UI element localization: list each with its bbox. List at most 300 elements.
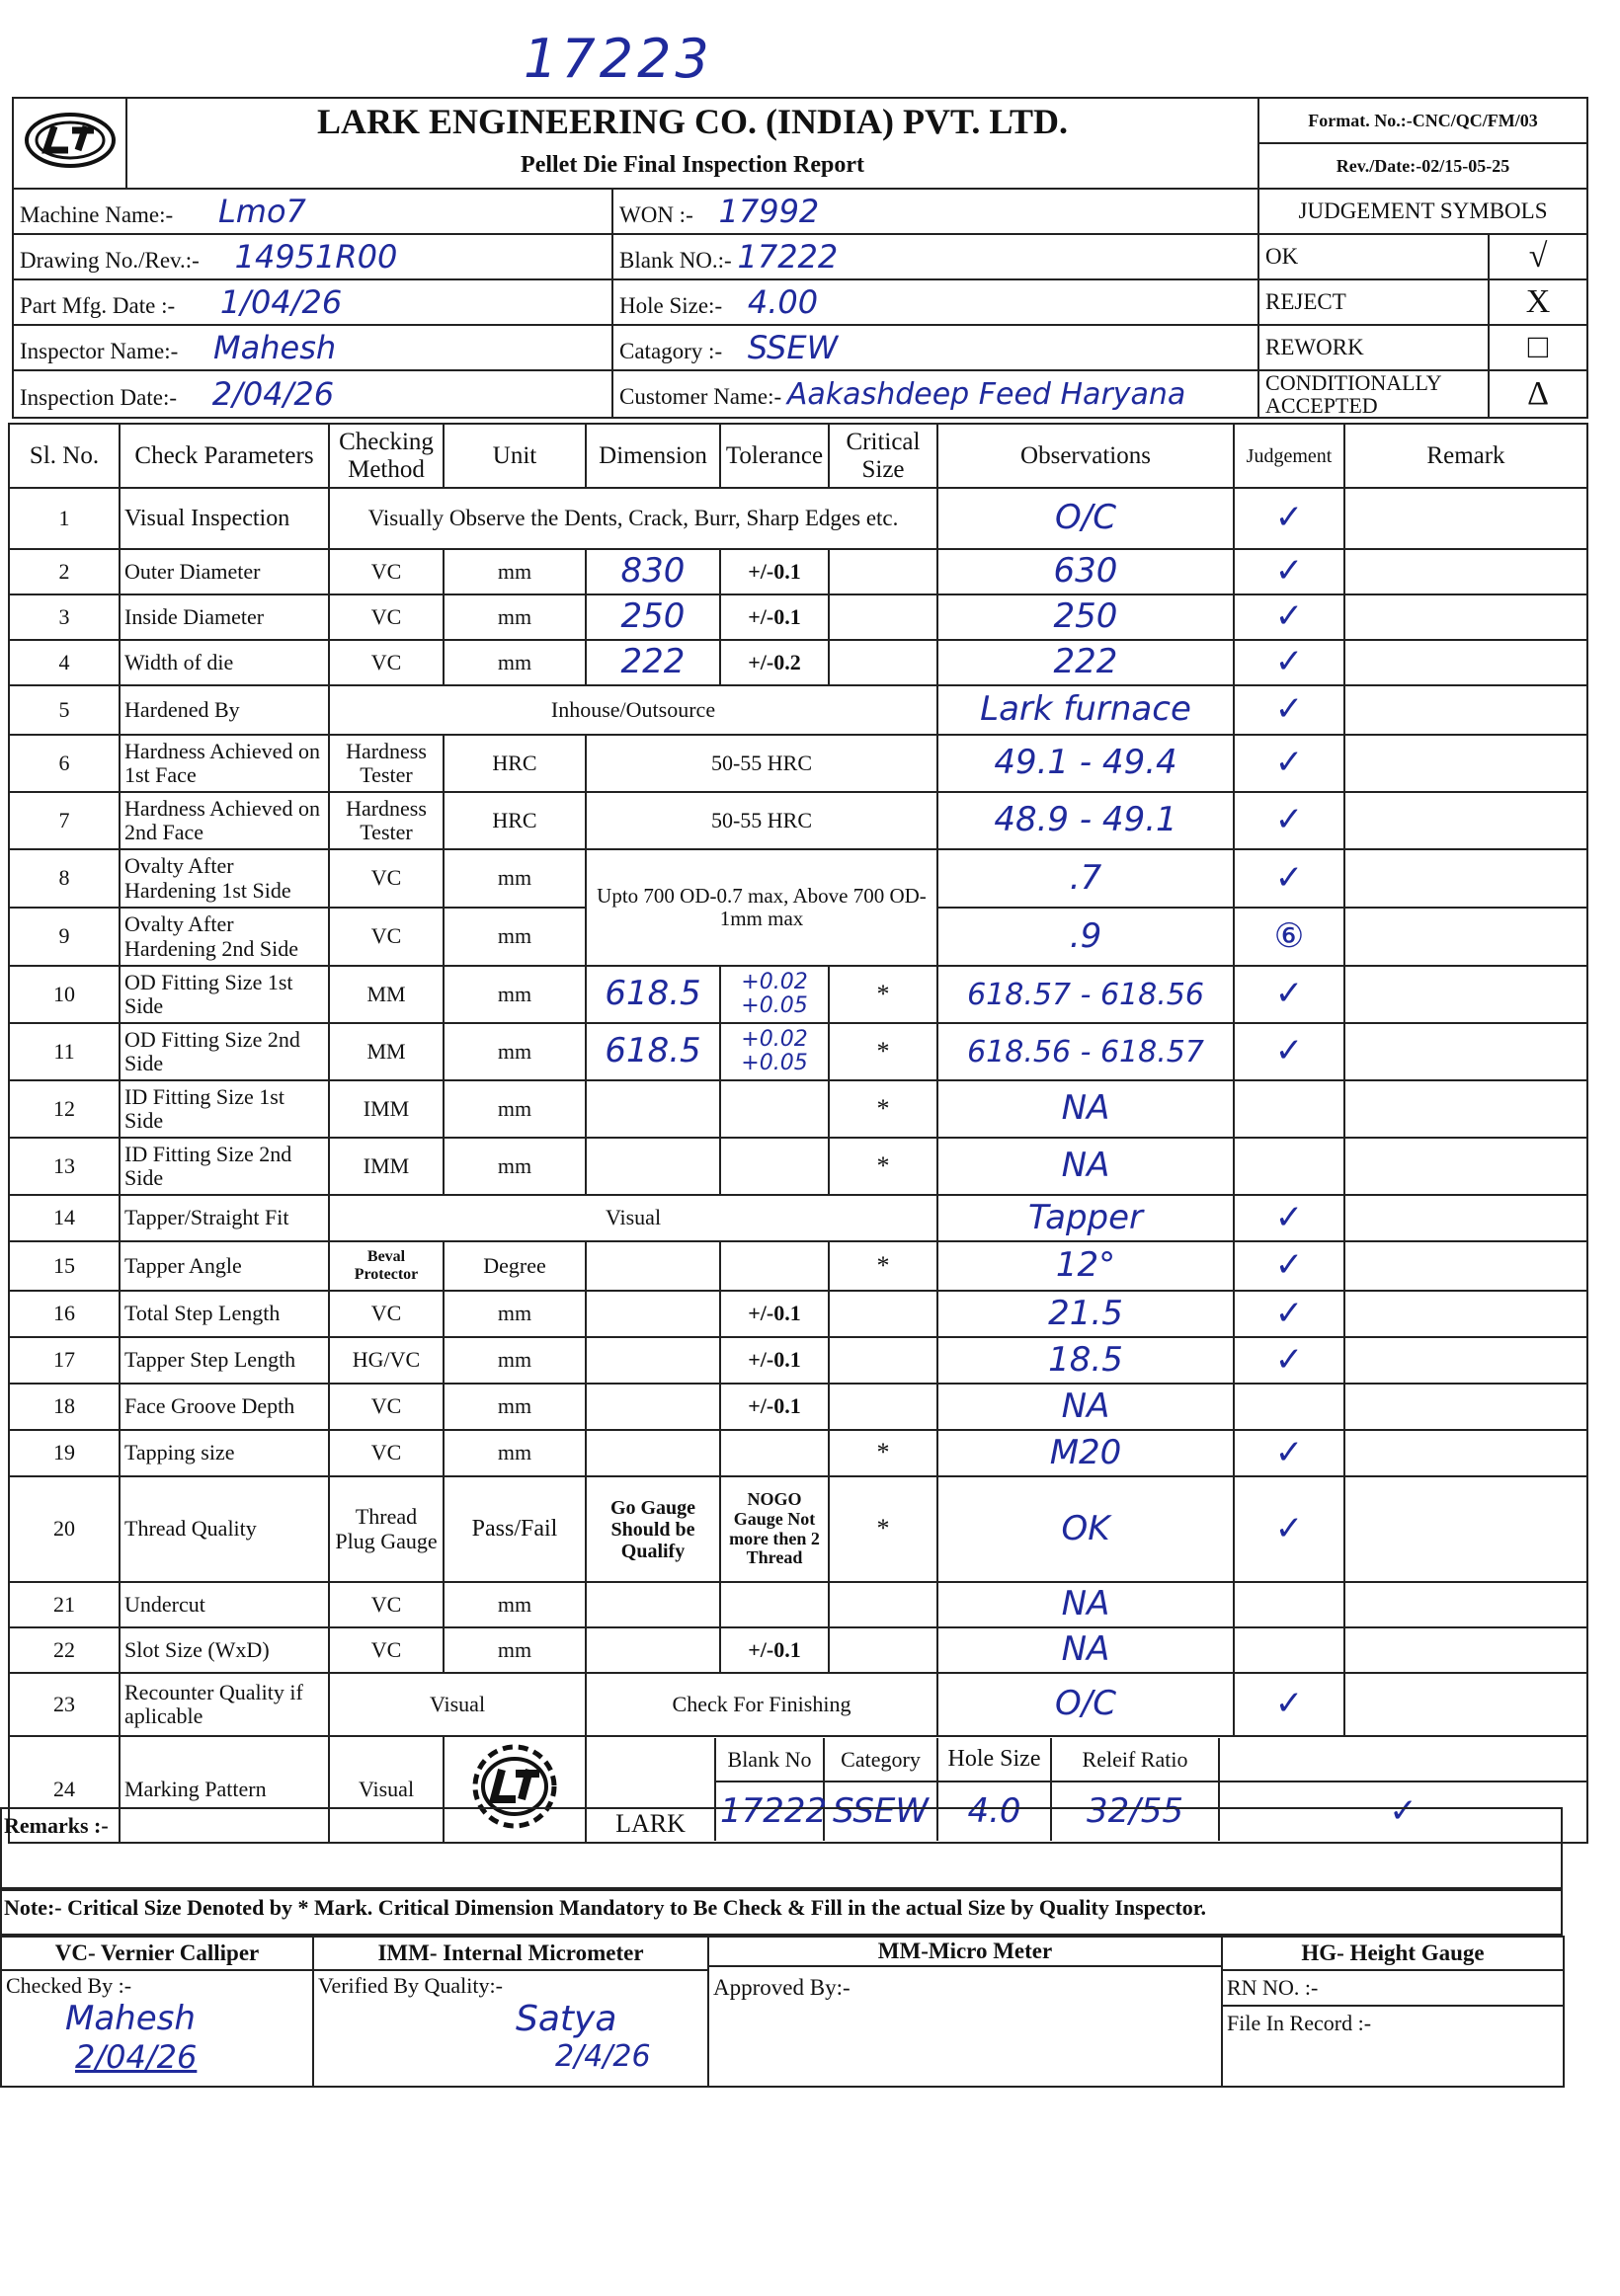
ok-symbol-icon: √ [1489, 234, 1587, 279]
critical-cell: * [829, 1241, 937, 1291]
remark-cell [1344, 1582, 1587, 1627]
unit-cell: mm [444, 966, 586, 1023]
part-mfg-label: Part Mfg. Date :- [20, 293, 176, 318]
remark-cell [1344, 685, 1587, 735]
param-cell: OD Fitting Size 2nd Side [120, 1023, 329, 1080]
dimension-cell: Upto 700 OD-0.7 max, Above 700 OD-1mm max [586, 849, 937, 966]
col-remark: Remark [1344, 424, 1587, 488]
dimension-cell: 50-55 HRC [586, 792, 937, 849]
legend-imm: IMM- Internal Micrometer [313, 1937, 708, 1970]
symbol-label-conditional: CONDITIONALLY ACCEPTED [1258, 370, 1489, 418]
param-cell: Slot Size (WxD) [120, 1627, 329, 1673]
category-field [612, 325, 1258, 370]
judgement-cell: ✓ [1234, 549, 1344, 594]
remark-cell [1344, 1080, 1587, 1138]
judgement-cell: ✓ [1234, 1430, 1344, 1476]
table-row [9, 1582, 1587, 1627]
dimension-cell [586, 1138, 720, 1195]
checked-by-block [1, 1970, 313, 2087]
dimension-cell: 250 [586, 594, 720, 640]
sl-cell: 14 [9, 1195, 120, 1241]
method-cell: VC [329, 1384, 444, 1430]
inspector-field [13, 325, 612, 370]
lark-text: LARK [587, 1738, 715, 1841]
judgement-cell [1234, 1582, 1344, 1627]
approved-label: Approved By:- [713, 1975, 850, 2000]
checked-date: 2/04/26 [75, 2038, 198, 2076]
remark-cell [1344, 1337, 1587, 1384]
critical-cell [829, 1291, 937, 1337]
table-row [9, 1291, 1587, 1337]
table-row [9, 849, 1587, 908]
observation-cell: 18.5 [937, 1337, 1234, 1384]
method-cell: IMM [329, 1080, 444, 1138]
rework-symbol-icon: □ [1489, 325, 1587, 370]
dimension-cell: 50-55 HRC [586, 735, 937, 792]
observation-cell: M20 [937, 1430, 1234, 1476]
critical-cell: * [829, 1430, 937, 1476]
judgement-cell: ✓ [1234, 1195, 1344, 1241]
sl-cell: 12 [9, 1080, 120, 1138]
table-row [9, 966, 1587, 1023]
method-cell: Beval Protector [329, 1241, 444, 1291]
sl-cell: 23 [9, 1673, 120, 1736]
verified-label: Verified By Quality:- [318, 1973, 503, 1998]
inspection-date-label: Inspection Date:- [20, 385, 178, 411]
won-value: 17992 [718, 193, 820, 230]
hole-label: Hole Size:- [619, 293, 723, 318]
critical-cell [829, 1627, 937, 1673]
method-cell: Visual [329, 1673, 586, 1736]
col-param: Check Parameters [120, 424, 329, 488]
param-cell: Hardened By [120, 685, 329, 735]
critical-cell [829, 549, 937, 594]
col-method: Checking Method [329, 424, 444, 488]
param-cell: Hardness Achieved on 2nd Face [120, 792, 329, 849]
sl-cell: 19 [9, 1430, 120, 1476]
judgement-cell [1234, 1138, 1344, 1195]
relief-ratio-value: 32/55 [1051, 1781, 1219, 1841]
observation-cell: 21.5 [937, 1291, 1234, 1337]
table-row [9, 1673, 1587, 1736]
blank-no-value: 17222 [715, 1781, 824, 1841]
param-cell: Marking Pattern [120, 1736, 329, 1843]
remark-cell [1344, 1430, 1587, 1476]
param-cell: Ovalty After Hardening 2nd Side [120, 908, 329, 966]
sl-cell: 1 [9, 488, 120, 549]
marking-judgement: ✓ [1219, 1781, 1586, 1841]
remark-cell [1344, 1384, 1587, 1430]
dimension-cell [586, 1337, 720, 1384]
relief-ratio-header: Releif Ratio [1051, 1738, 1219, 1781]
table-row [9, 1476, 1587, 1582]
won-label: WON :- [619, 202, 693, 227]
observation-cell: .7 [937, 849, 1234, 908]
remark-cell [1344, 849, 1587, 908]
unit-cell: mm [444, 849, 586, 908]
critical-cell [829, 1337, 937, 1384]
tolerance-cell [720, 1138, 829, 1195]
sl-cell: 3 [9, 594, 120, 640]
judgement-cell: ⑥ [1234, 908, 1344, 966]
verified-by-block [313, 1970, 708, 2087]
table-row [9, 488, 1587, 549]
dimension-cell [586, 1291, 720, 1337]
tolerance-cell: +0.02 +0.05 [720, 1023, 829, 1080]
tolerance-cell [720, 1241, 829, 1291]
critical-cell [829, 1582, 937, 1627]
hole-size-value: 4.0 [937, 1781, 1051, 1841]
remark-cell [1344, 640, 1587, 685]
customer-label: Customer Name:- [619, 383, 782, 409]
observation-cell: O/C [937, 1673, 1234, 1736]
sl-cell: 18 [9, 1384, 120, 1430]
critical-note: Note:- Critical Size Denoted by * Mark. Critical Dimension Mandatory to Be Check & Fill in the actual Size by Quality Inspector. [0, 1889, 1563, 1936]
remark-cell [1344, 488, 1587, 549]
remark-cell [1344, 1195, 1587, 1241]
machine-name-label: Machine Name:- [20, 202, 174, 227]
method-cell: Thread Plug Gauge [329, 1476, 444, 1582]
sl-cell: 21 [9, 1582, 120, 1627]
tolerance-cell: +/-0.1 [720, 1384, 829, 1430]
dimension-cell [586, 1384, 720, 1430]
critical-cell: * [829, 1476, 937, 1582]
legend-vc: VC- Vernier Calliper [1, 1937, 313, 1970]
col-unit: Unit [444, 424, 586, 488]
sl-cell: 10 [9, 966, 120, 1023]
unit-cell: mm [444, 640, 586, 685]
method-cell: Inhouse/Outsource [329, 685, 937, 735]
part-mfg-field [13, 279, 612, 325]
blank-no-header: Blank No [715, 1738, 824, 1781]
param-cell: Inside Diameter [120, 594, 329, 640]
lark-logo-icon [21, 111, 120, 170]
checked-label: Checked By :- [6, 1973, 132, 1998]
remark-cell [1344, 1241, 1587, 1291]
category-value: SSEW [747, 329, 839, 366]
method-cell: VC [329, 1627, 444, 1673]
tolerance-cell: +/-0.2 [720, 640, 829, 685]
signature-footer [0, 1936, 1565, 2088]
observation-cell: 618.57 - 618.56 [937, 966, 1234, 1023]
remark-cell [1344, 1138, 1587, 1195]
category-header: Category [824, 1738, 937, 1781]
sl-cell: 15 [9, 1241, 120, 1291]
method-cell: Visually Observe the Dents, Crack, Burr, Sharp Edges etc. [329, 488, 937, 549]
tolerance-cell [720, 1080, 829, 1138]
sl-cell: 11 [9, 1023, 120, 1080]
method-cell: Visual [329, 1736, 444, 1843]
observation-cell: 618.56 - 618.57 [937, 1023, 1234, 1080]
sl-cell: 22 [9, 1627, 120, 1673]
judgement-cell: ✓ [1234, 1241, 1344, 1291]
param-cell: Total Step Length [120, 1291, 329, 1337]
verified-date: 2/4/26 [555, 2039, 651, 2074]
col-judgement: Judgement [1234, 424, 1344, 488]
judgement-cell: ✓ [1234, 1476, 1344, 1582]
won-field [612, 189, 1258, 234]
legend-hg: HG- Height Gauge [1222, 1937, 1564, 1970]
observation-cell: NA [937, 1582, 1234, 1627]
inspection-date-field [13, 370, 612, 418]
unit-cell: mm [444, 1384, 586, 1430]
rev-date: Rev./Date:-02/15-05-25 [1258, 143, 1587, 189]
judgement-cell: ✓ [1234, 488, 1344, 549]
method-cell: Hardness Tester [329, 792, 444, 849]
inspection-table [8, 423, 1588, 1844]
dimension-cell [586, 1582, 720, 1627]
format-number: Format. No.:-CNC/QC/FM/03 [1258, 98, 1587, 143]
observation-cell: 222 [937, 640, 1234, 685]
param-cell: Face Groove Depth [120, 1384, 329, 1430]
param-cell: Visual Inspection [120, 488, 329, 549]
remarks-section [0, 1807, 1563, 1889]
table-row [9, 640, 1587, 685]
remark-cell [1344, 966, 1587, 1023]
table-header-row [9, 424, 1587, 488]
observation-cell: 48.9 - 49.1 [937, 792, 1234, 849]
param-cell: Tapper/Straight Fit [120, 1195, 329, 1241]
dimension-cell: Go Gauge Should be Qualify [586, 1476, 720, 1582]
col-tolerance: Tolerance [720, 424, 829, 488]
sl-cell: 9 [9, 908, 120, 966]
marking-spacer [1219, 1738, 1586, 1781]
table-row [9, 1430, 1587, 1476]
unit-cell: mm [444, 1582, 586, 1627]
dimension-cell: 618.5 [586, 1023, 720, 1080]
critical-cell: * [829, 966, 937, 1023]
judgement-cell: ✓ [1234, 685, 1344, 735]
observation-cell: Tapper [937, 1195, 1234, 1241]
legend-mm: MM-Micro Meter [709, 1938, 1221, 1967]
record-block [1222, 1970, 1564, 2087]
table-row [9, 685, 1587, 735]
method-cell: MM [329, 1023, 444, 1080]
hole-field [612, 279, 1258, 325]
unit-cell: HRC [444, 735, 586, 792]
company-logo [13, 98, 126, 189]
report-title: Pellet Die Final Inspection Report [126, 143, 1258, 189]
critical-cell: * [829, 1138, 937, 1195]
unit-cell: Degree [444, 1241, 586, 1291]
unit-cell: mm [444, 1023, 586, 1080]
remark-cell [1344, 1291, 1587, 1337]
unit-cell: mm [444, 1337, 586, 1384]
judgement-cell [1234, 1080, 1344, 1138]
judgement-cell: ✓ [1234, 966, 1344, 1023]
sl-cell: 17 [9, 1337, 120, 1384]
unit-cell: mm [444, 1080, 586, 1138]
sl-cell: 24 [9, 1736, 120, 1843]
param-cell: Tapper Step Length [120, 1337, 329, 1384]
judgement-symbols-title: JUDGEMENT SYMBOLS [1258, 189, 1587, 234]
remark-cell [1344, 594, 1587, 640]
judgement-cell: ✓ [1234, 594, 1344, 640]
document-number: 17223 [524, 28, 713, 90]
approved-block [708, 1937, 1222, 2087]
judgement-cell: ✓ [1234, 1023, 1344, 1080]
param-cell: Ovalty After Hardening 1st Side [120, 849, 329, 908]
method-cell: VC [329, 849, 444, 908]
tolerance-cell [720, 1582, 829, 1627]
tolerance-cell: +/-0.1 [720, 1627, 829, 1673]
observation-cell: Lark furnace [937, 685, 1234, 735]
table-row [9, 549, 1587, 594]
method-cell: IMM [329, 1138, 444, 1195]
blank-value: 17222 [737, 238, 839, 276]
param-cell: OD Fitting Size 1st Side [120, 966, 329, 1023]
critical-cell [829, 640, 937, 685]
method-cell: VC [329, 594, 444, 640]
observation-cell: 12° [937, 1241, 1234, 1291]
inspector-label: Inspector Name:- [20, 339, 179, 363]
remark-cell [1344, 549, 1587, 594]
judgement-cell: ✓ [1234, 1291, 1344, 1337]
sl-cell: 8 [9, 849, 120, 908]
blank-field [612, 234, 1258, 279]
method-cell: VC [329, 1582, 444, 1627]
sl-cell: 6 [9, 735, 120, 792]
param-cell: Outer Diameter [120, 549, 329, 594]
drawing-field [13, 234, 612, 279]
sl-cell: 7 [9, 792, 120, 849]
tolerance-cell: +/-0.1 [720, 1291, 829, 1337]
param-cell: ID Fitting Size 1st Side [120, 1080, 329, 1138]
tolerance-cell: +/-0.1 [720, 594, 829, 640]
param-cell: Hardness Achieved on 1st Face [120, 735, 329, 792]
param-cell: Tapping size [120, 1430, 329, 1476]
tolerance-cell: +/-0.1 [720, 549, 829, 594]
sl-cell: 20 [9, 1476, 120, 1582]
file-record-label: File In Record :- [1227, 2011, 1372, 2035]
method-cell: MM [329, 966, 444, 1023]
remark-cell [1344, 792, 1587, 849]
remark-cell [1344, 1673, 1587, 1736]
remarks-label: Remarks :- [4, 1813, 109, 1838]
symbol-label-reject: REJECT [1258, 279, 1489, 325]
observation-cell: NA [937, 1627, 1234, 1673]
table-row [9, 1241, 1587, 1291]
sl-cell: 2 [9, 549, 120, 594]
symbol-label-rework: REWORK [1258, 325, 1489, 370]
judgement-cell [1234, 1384, 1344, 1430]
remark-cell [1344, 1627, 1587, 1673]
customer-value: Aakashdeep Feed Haryana [786, 376, 1186, 412]
tolerance-cell: +0.02 +0.05 [720, 966, 829, 1023]
dimension-cell [586, 1241, 720, 1291]
critical-cell [829, 1384, 937, 1430]
method-cell: HG/VC [329, 1337, 444, 1384]
dimension-cell [586, 1627, 720, 1673]
checked-signature: Mahesh [65, 1999, 196, 2038]
category-label: Catagory :- [619, 339, 723, 363]
observation-cell: .9 [937, 908, 1234, 966]
param-cell: Recounter Quality if aplicable [120, 1673, 329, 1736]
rn-label: RN NO. :- [1223, 1971, 1563, 2007]
company-name: LARK ENGINEERING CO. (INDIA) PVT. LTD. [126, 98, 1258, 143]
dimension-cell: 618.5 [586, 966, 720, 1023]
table-row [9, 735, 1587, 792]
unit-cell: HRC [444, 792, 586, 849]
sl-cell: 4 [9, 640, 120, 685]
hole-value: 4.00 [747, 283, 819, 321]
critical-cell: * [829, 1023, 937, 1080]
judgement-cell: ✓ [1234, 849, 1344, 908]
unit-cell: mm [444, 1138, 586, 1195]
table-row [9, 1080, 1587, 1138]
method-cell: VC [329, 908, 444, 966]
table-row [9, 792, 1587, 849]
verified-signature: Satya [516, 1999, 617, 2039]
table-row [9, 1384, 1587, 1430]
judgement-cell: ✓ [1234, 1337, 1344, 1384]
observation-cell: NA [937, 1384, 1234, 1430]
inspector-value: Mahesh [213, 329, 337, 366]
unit-cell: mm [444, 549, 586, 594]
table-row [9, 1337, 1587, 1384]
observation-cell: 49.1 - 49.4 [937, 735, 1234, 792]
symbol-label-ok: OK [1258, 234, 1489, 279]
remark-cell [1344, 908, 1587, 966]
judgement-cell: ✓ [1234, 1673, 1344, 1736]
critical-cell: * [829, 1080, 937, 1138]
unit-cell: mm [444, 1430, 586, 1476]
table-row [9, 1138, 1587, 1195]
tolerance-cell [720, 1430, 829, 1476]
param-cell: ID Fitting Size 2nd Side [120, 1138, 329, 1195]
param-cell: Thread Quality [120, 1476, 329, 1582]
unit-cell: mm [444, 908, 586, 966]
param-cell: Tapper Angle [120, 1241, 329, 1291]
inspection-date-value: 2/04/26 [211, 375, 335, 414]
dimension-cell [586, 1080, 720, 1138]
category-value: SSEW [824, 1781, 937, 1841]
blank-label: Blank NO.:- [619, 248, 732, 273]
conditional-symbol-icon: Δ [1489, 370, 1587, 418]
unit-cell: mm [444, 1627, 586, 1673]
sl-cell: 16 [9, 1291, 120, 1337]
method-cell: Visual [329, 1195, 937, 1241]
judgement-cell: ✓ [1234, 735, 1344, 792]
hole-size-header: Hole Size [937, 1738, 1051, 1781]
reject-symbol-icon: X [1489, 279, 1587, 325]
tolerance-cell: NOGO Gauge Not more then 2 Thread [720, 1476, 829, 1582]
remark-cell [1344, 1023, 1587, 1080]
unit-cell: mm [444, 594, 586, 640]
table-row [9, 1195, 1587, 1241]
method-cell: VC [329, 1430, 444, 1476]
table-row [9, 1023, 1587, 1080]
unit-cell: Pass/Fail [444, 1476, 586, 1582]
judgement-cell: ✓ [1234, 792, 1344, 849]
observation-cell: 250 [937, 594, 1234, 640]
col-dimension: Dimension [586, 424, 720, 488]
observation-cell: O/C [937, 488, 1234, 549]
drawing-value: 14951R00 [234, 238, 398, 276]
remark-cell [1344, 1476, 1587, 1582]
observation-cell: 630 [937, 549, 1234, 594]
dimension-cell [586, 1430, 720, 1476]
drawing-label: Drawing No./Rev.:- [20, 248, 200, 273]
judgement-cell: ✓ [1234, 640, 1344, 685]
table-row [9, 594, 1587, 640]
sl-cell: 13 [9, 1138, 120, 1195]
dimension-cell: Check For Finishing [586, 1673, 937, 1736]
dimension-cell: 222 [586, 640, 720, 685]
judgement-cell [1234, 1627, 1344, 1673]
col-sl: Sl. No. [9, 424, 120, 488]
machine-name-value: Lmo7 [217, 193, 306, 230]
